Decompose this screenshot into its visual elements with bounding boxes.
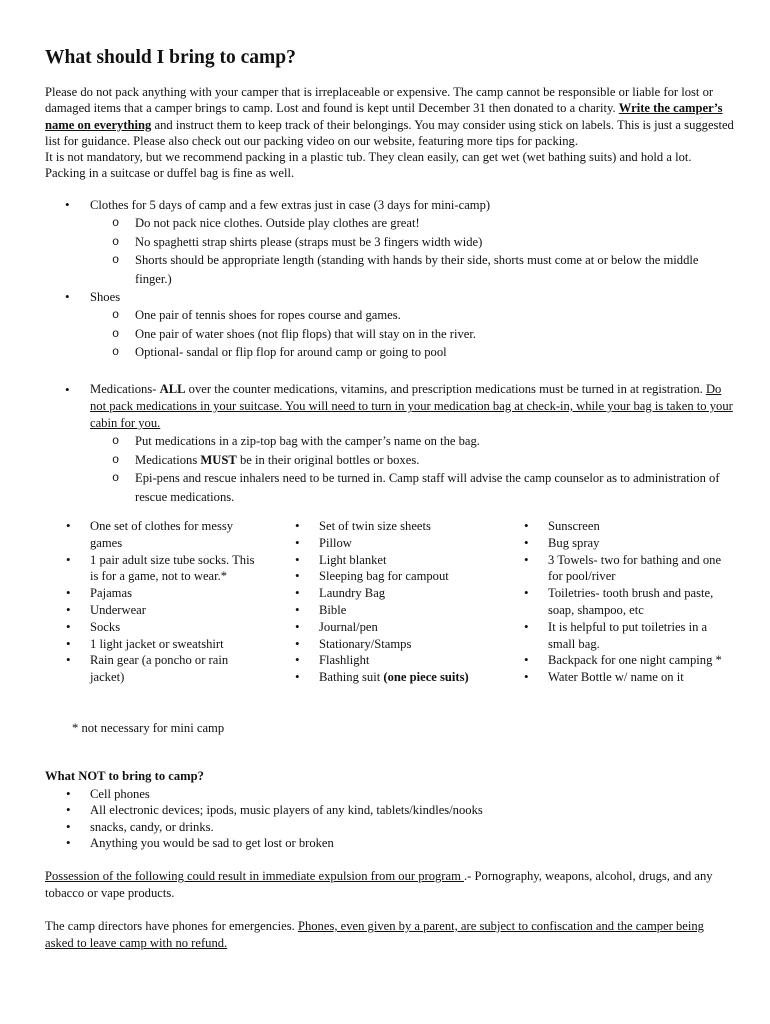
mini-camp-footnote: * not necessary for mini camp	[72, 721, 225, 735]
shoes-label: Shoes	[90, 290, 121, 305]
clothes-subitem: o Shorts should be appropriate length (standing with hands by their side, shorts must come at or below the middle finger.)	[90, 251, 735, 288]
name-everything-emphasis: Write the camper’s name on everything	[45, 101, 723, 132]
list-item: • Laundry Bag	[274, 585, 494, 602]
clothes-subitem: o Do not pack nice clothes. Outside play clothes are great!	[90, 214, 735, 232]
phones-underlined: Phones, even given by a parent, are subject to confiscation and the camper being asked to leave camp with no refund.	[45, 919, 704, 950]
clothes-sublist	[90, 214, 735, 288]
meds-all-emphasis: ALL	[159, 382, 186, 396]
meds-underlined-text: Do not pack medications in your suitcase. You will need to turn in your medication bag at check-in, while your bag is taken to your cabin for you.	[90, 382, 733, 430]
list-item: • One set of clothes for messy games	[45, 518, 255, 552]
phones-text: The camp directors have phones for emergencies.	[45, 919, 298, 933]
meds-subitem: o Put medications in a zip-top bag with the camper’s name on the bag.	[90, 432, 735, 451]
intro-sentence-1: Please do not pack anything with your camper that is irreplaceable or expensive. The camp cannot be responsible or liable for lost or damaged items that a camper brings to camp. Lost and found is kept until December 31 then donated to a charity.	[45, 85, 714, 116]
list-item: • Backpack for one night camping *	[503, 652, 733, 669]
list-item: • Toiletries- tooth brush and paste, soap, shampoo, etc	[503, 585, 733, 619]
intro-tub-text: It is not mandatory, but we recommend packing in a plastic tub. They clean easily, can get wet (wet bathing suits) and hold a lot. Packing in a suitcase or duffel bag is fine as well.	[45, 150, 692, 181]
list-item: • snacks, candy, or drinks.	[45, 819, 483, 835]
list-item: • Stationary/Stamps	[274, 636, 494, 653]
packing-column-3	[503, 518, 733, 686]
list-item: • Flashlight	[274, 652, 494, 669]
clothes-subitem: o No spaghetti strap shirts please (straps must be 3 fingers width wide)	[90, 233, 735, 251]
list-item: • Rain gear (a poncho or rain jacket)	[45, 652, 255, 686]
one-piece-emphasis: (one piece suits)	[383, 670, 469, 685]
list-item: • Cell phones	[45, 786, 483, 802]
shoes-subitem: o Optional- sandal or flip flop for around camp or going to pool	[90, 343, 735, 361]
list-item: • All electronic devices; ipods, music players of any kind, tablets/kindles/nooks	[45, 802, 483, 818]
bathing-suit-text: Bathing suit	[319, 670, 384, 685]
clothes-item	[45, 196, 735, 288]
list-item: • Set of twin size sheets	[274, 518, 494, 535]
list-item: • Bible	[274, 602, 494, 619]
packing-column-1	[45, 518, 255, 686]
shoes-item	[45, 288, 735, 362]
clothes-label: Clothes for 5 days of camp and a few extras just in case (3 days for mini-camp)	[90, 198, 491, 212]
expulsion-underlined: Possession of the following could result in immediate expulsion from our program	[45, 869, 465, 883]
packing-column-2	[274, 518, 494, 686]
list-item: • Socks	[45, 619, 255, 636]
list-item: • Pajamas	[45, 585, 255, 602]
intro-sentence-2: and instruct them to keep track of their belongings. You may consider using stick on labels. This is just a suggested list for guidance. Please also check out our packing video on our website, featuring more tips for packing.	[45, 117, 734, 148]
meds-sub2-text: Medications	[135, 452, 201, 467]
not-bring-heading: What NOT to bring to camp?	[45, 769, 204, 783]
list-item: • Sleeping bag for campout	[274, 568, 494, 585]
shoes-sublist	[90, 306, 735, 361]
medications-item	[45, 381, 735, 506]
list-item: • 3 Towels- two for bathing and one for pool/river	[503, 552, 733, 586]
list-item: • Anything you would be sad to get lost or broken	[45, 835, 483, 851]
meds-sub2-rest: be in their original bottles or boxes.	[236, 452, 420, 467]
page-title: What should I bring to camp?	[45, 47, 296, 68]
meds-lead: Medications-	[90, 382, 160, 396]
clothes-shoes-list	[45, 196, 735, 362]
meds-text: over the counter medications, vitamins, and prescription medications must be turned in at registration.	[185, 382, 706, 396]
list-item: • Water Bottle w/ name on it	[503, 669, 733, 686]
not-bring-list	[45, 786, 483, 852]
list-item: • Bug spray	[503, 535, 733, 552]
meds-must-emphasis: MUST	[200, 452, 237, 467]
intro-paragraph	[45, 84, 735, 182]
meds-subitem: o Epi-pens and rescue inhalers need to be turned in. Camp staff will advise the camp counselor as to administration of rescue medications.	[90, 469, 735, 506]
meds-subitem	[90, 451, 735, 470]
list-item	[274, 669, 494, 686]
medications-list	[45, 381, 735, 506]
expulsion-paragraph	[45, 868, 735, 901]
list-item: • Journal/pen	[274, 619, 494, 636]
list-item: • It is helpful to put toiletries in a small bag.	[503, 619, 733, 653]
intro-text	[45, 84, 735, 149]
list-item: • Underwear	[45, 602, 255, 619]
list-item: • Pillow	[274, 535, 494, 552]
expulsion-text: .- Pornography, weapons, alcohol, drugs, and any tobacco or vape products.	[45, 869, 713, 900]
list-item: • 1 pair adult size tube socks. This is for a game, not to wear.*	[45, 552, 255, 586]
medications-sublist	[90, 432, 735, 506]
list-item: • 1 light jacket or sweatshirt	[45, 636, 255, 653]
list-item: • Sunscreen	[503, 518, 733, 535]
shoes-subitem: o One pair of tennis shoes for ropes course and games.	[90, 306, 735, 324]
phones-paragraph	[45, 918, 735, 951]
list-item: • Light blanket	[274, 552, 494, 569]
shoes-subitem: o One pair of water shoes (not flip flops) that will stay on in the river.	[90, 325, 735, 343]
